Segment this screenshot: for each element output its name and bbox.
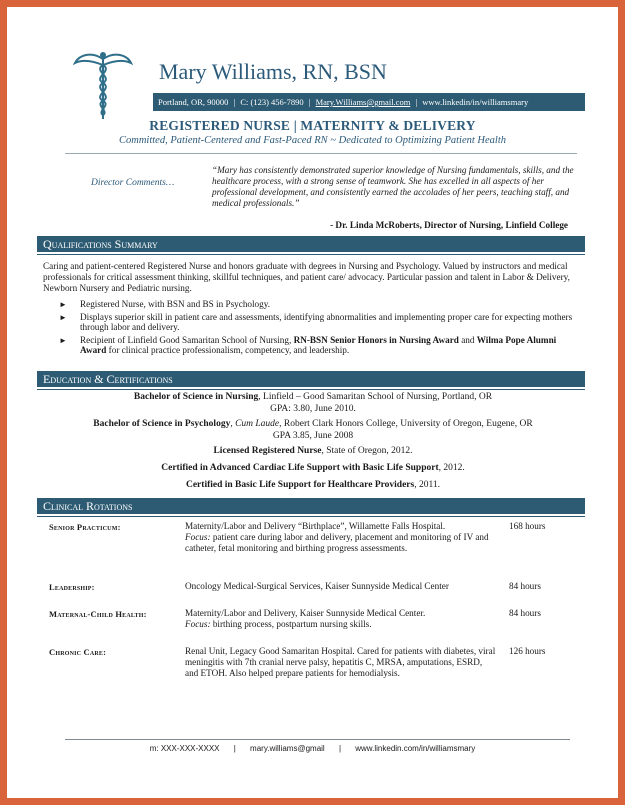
headline-subtitle: Committed, Patient-Centered and Fast-Paced RN ~ Dedicated to Optimizing Patient Health xyxy=(118,135,506,146)
rotation-label: Senior Practicum: xyxy=(49,522,121,532)
header-divider xyxy=(65,153,577,154)
list-item: ► Recipient of Linfield Good Samaritan School of Nursing, RN-BSN Senior Honors in Nursing Award and Wilma Pope Alumni Award for clinical practice professionalism, competency, and leadership. xyxy=(59,334,557,356)
rotation-hours: 126 hours xyxy=(509,646,546,656)
footer-email: mary.williams@gmail xyxy=(250,744,325,753)
contact-bar: Portland, OR, 90000 | C: (123) 456-7890 | Mary.Williams@gmail.com | www.linkedin/in/williamsmary xyxy=(153,93,585,111)
resume-page xyxy=(7,7,618,798)
contact-email-link[interactable]: Mary.Williams@gmail.com xyxy=(315,97,411,107)
qualifications-summary: Caring and patient-centered Registered Nurse and honors graduate with degrees in Nursing and Psychology. Valued by instructors and medical professionals for critical assessment thinking, skillful techniques, and patient care/ advocacy. Particular passion and talent in Labor & Delivery, Newborn Nursery and Pediatric nursing. xyxy=(43,261,570,293)
rotation-hours: 84 hours xyxy=(509,608,541,618)
rotation-description: Maternity/Labor and Delivery “Birthplace”, Willamette Falls Hospital. Focus: patient care during labor and delivery, placement and monitoring of IV and catheter, fetal monitoring and birthing progress assessments. xyxy=(185,521,489,553)
contact-linkedin: www.linkedin/in/williamsmary xyxy=(422,97,529,107)
rotation-description: Renal Unit, Legacy Good Samaritan Hospital. Cared for patients with diabetes, viral meningitis with 7th cranial nerve palsy, hepatitis C, MRSA, amputations, ESRD, and ETOH. Also helped prepare patients for hemodialysis. xyxy=(185,646,496,678)
education-item: Certified in Advanced Cardiac Life Support with Basic Life Support, 2012. xyxy=(161,463,465,473)
education-item: Bachelor of Science in Psychology, Cum Laude, Robert Clark Honors College, University of Oregon, Eugene, OR GPA 3.85, June 2008 xyxy=(93,419,533,441)
rotation-description: Oncology Medical-Surgical Services, Kaiser Sunnyside Medical Center xyxy=(185,581,449,591)
rotations-heading-text: Clinical Rotations xyxy=(43,499,133,513)
headline-title: REGISTERED NURSE | MATERNITY & DELIVERY xyxy=(149,118,476,133)
testimonial-quote: “Mary has consistently demonstrated superior knowledge of Nursing fundamentals, skills, and the healthcare process, with a strong sense of teamwork. She has excelled in all aspects of her professional development, and consistently earned the accolades of her peers, teaching staff, and medical professionals.” xyxy=(212,165,574,208)
rotation-hours: 84 hours xyxy=(509,581,541,591)
rotation-hours: 168 hours xyxy=(509,521,546,531)
qualifications-heading xyxy=(37,236,585,252)
rotation-label: Leadership: xyxy=(49,582,95,592)
contact-location: Portland, OR, 90000 xyxy=(158,97,229,107)
testimonial-attribution: - Dr. Linda McRoberts, Director of Nursing, Linfield College xyxy=(330,220,568,230)
rotation-label: Maternal-Child Health: xyxy=(49,609,147,619)
footer-phone: m: XXX-XXX-XXXX xyxy=(149,744,220,753)
bullet-icon: ► xyxy=(59,312,67,322)
footer-divider xyxy=(65,739,570,740)
education-heading xyxy=(37,371,585,387)
education-item: Bachelor of Science in Nursing, Linfield – Good Samaritan School of Nursing, Portland, OR GPA: 3.80, June 2010. xyxy=(133,392,493,414)
education-heading-text: Education & Certifications xyxy=(43,372,173,386)
rotation-label: Chronic Care: xyxy=(49,647,107,657)
footer-contact: m: XXX-XXX-XXXX | mary.williams@gmail | www.linkedin.com/in/williamsmary xyxy=(149,744,476,753)
testimonial-label: Director Comments… xyxy=(91,178,175,188)
list-item: ► Displays superior skill in patient care and assessments, identifying abnormalities and implementing proper care for expecting mothers through labor and delivery. xyxy=(59,311,573,333)
bullet-icon: ► xyxy=(59,335,67,345)
education-item: Licensed Registered Nurse, State of Oregon, 2012. xyxy=(213,446,413,456)
contact-phone: C: (123) 456-7890 xyxy=(240,97,304,107)
rotations-heading xyxy=(37,498,585,514)
candidate-name: Mary Williams, RN, BSN xyxy=(159,59,387,84)
caduceus-icon xyxy=(73,49,133,121)
qualifications-list xyxy=(43,299,583,358)
education-item: Certified in Basic Life Support for Healthcare Providers, 2011. xyxy=(185,480,441,490)
bullet-icon: ► xyxy=(59,300,67,309)
qualifications-heading-text: Qualifications Summary xyxy=(43,237,158,251)
list-item: ► Registered Nurse, with BSN and BS in Psychology. xyxy=(59,299,271,309)
rotation-description: Maternity/Labor and Delivery, Kaiser Sunnyside Medical Center. Focus: birthing process, postpartum nursing skills. xyxy=(185,608,426,629)
footer-linkedin: www.linkedin.com/in/williamsmary xyxy=(355,744,476,753)
